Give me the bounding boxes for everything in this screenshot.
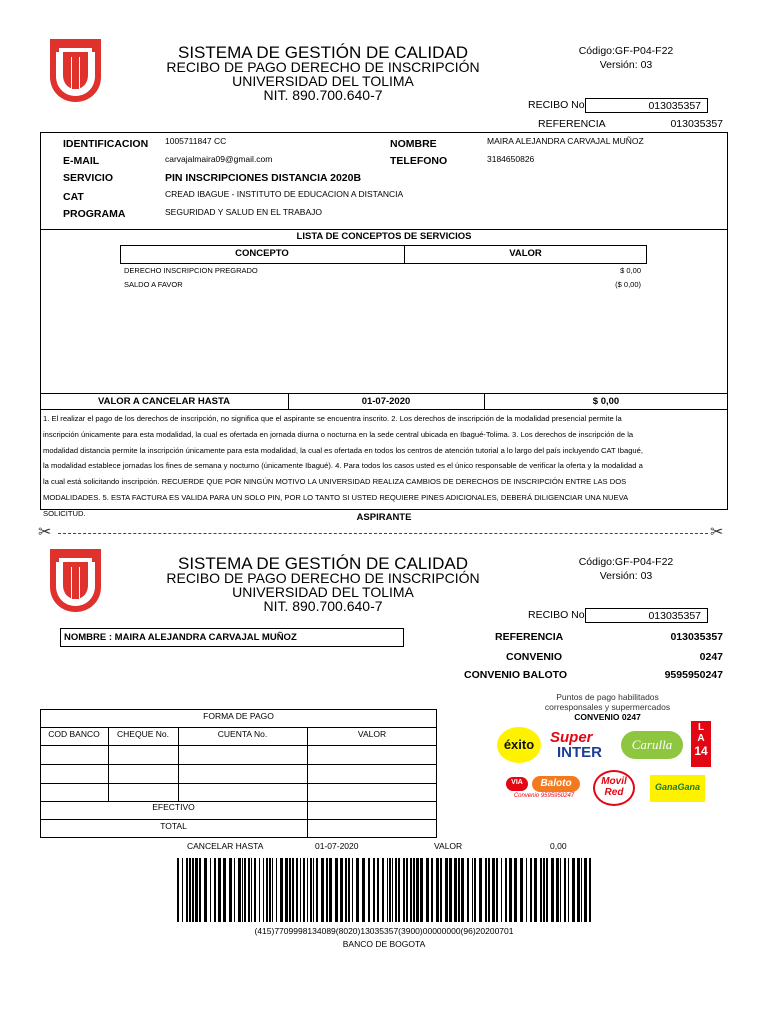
barcode-bar	[316, 858, 318, 922]
barcode-bar	[564, 858, 566, 922]
terms-line: 1. El realizar el pago de los derechos de inscripción, no significa que el aspirante se encuentra inscrito. 2. Los derechos de inscripción de la modalidad presencial permite la	[43, 414, 622, 423]
lower-referencia-value: 013035357	[670, 631, 723, 643]
receipt-title: RECIBO DE PAGO DERECHO DE INSCRIPCIÓN	[166, 59, 480, 75]
barcode-bar	[440, 858, 442, 922]
payment-points-note	[495, 692, 720, 722]
barcode-bar	[229, 858, 232, 922]
barcode-bar	[403, 858, 405, 922]
barcode-bar	[392, 858, 393, 922]
barcode-bar	[540, 858, 542, 922]
barcode-bar	[186, 858, 188, 922]
baloto-note: Convenio 9595950247	[513, 793, 575, 799]
barcode-bar	[259, 858, 260, 922]
value-col-header: VALOR	[509, 248, 542, 259]
barcode-bar	[496, 858, 498, 922]
barcode-bar	[289, 858, 291, 922]
payment-points-convenio: CONVENIO 0247	[574, 712, 641, 722]
concept-row-2: SALDO A FAVOR	[124, 280, 183, 289]
barcode-bar	[280, 858, 283, 922]
barcode-bar	[223, 858, 226, 922]
efectivo-label: EFECTIVO	[152, 802, 195, 812]
col-cuenta: CUENTA No.	[217, 729, 268, 739]
barcode-bar	[214, 858, 216, 922]
total-amount: $ 0,00	[592, 396, 620, 407]
payment-form-title: FORMA DE PAGO	[203, 711, 274, 721]
convenio-value: 0247	[699, 651, 723, 663]
barcode-bar	[543, 858, 545, 922]
barcode-bar	[382, 858, 384, 922]
barcode-bar	[454, 858, 457, 922]
barcode-bar	[276, 858, 277, 922]
barcode-bar	[307, 858, 308, 922]
terms-box	[40, 409, 728, 518]
bank-name: BANCO DE BOGOTA	[342, 939, 426, 949]
barcode-bar	[182, 858, 183, 922]
total-payment-label: TOTAL	[160, 821, 187, 831]
barcode-bar	[581, 858, 582, 922]
barcode-bar	[488, 858, 490, 922]
barcode-bar	[492, 858, 495, 922]
cat-value: CREAD IBAGUE - INSTITUTO DE EDUCACION A DISTANCIA	[165, 189, 404, 199]
terms-line: inscripción únicamente para esta modalidad, la cual es ofertada en jornada diurna o nocturna en la sede central ubicada en Ibagué-Tolima. 3. Los derechos de inscripción de la	[43, 429, 634, 439]
system-title: SISTEMA DE GESTIÓN DE CALIDAD	[177, 554, 468, 573]
baloto-label: CONVENIO BALOTO	[464, 669, 568, 681]
barcode-bar	[195, 858, 198, 922]
barcode-bar	[584, 858, 587, 922]
barcode-bar	[556, 858, 559, 922]
barcode-bar	[272, 858, 273, 922]
barcode-bar	[458, 858, 460, 922]
service-value: PIN INSCRIPCIONES DISTANCIA 2020B	[165, 172, 362, 184]
barcode-bar	[321, 858, 324, 922]
barcode-bar	[410, 858, 412, 922]
document-version: Versión: 03	[599, 59, 653, 71]
total-date: 01-07-2020	[361, 396, 411, 407]
name-box	[60, 628, 404, 647]
barcode-bar	[356, 858, 359, 922]
barcode-bar	[509, 858, 512, 922]
barcode-bar	[546, 858, 548, 922]
scissors-icon: ✂	[38, 524, 52, 541]
concept-value-1: $ 0,00	[620, 266, 641, 275]
university-name: UNIVERSIDAD DEL TOLIMA	[232, 584, 414, 600]
baloto-value: 9595950247	[664, 669, 723, 681]
baloto-logo: Baloto	[532, 776, 580, 792]
referencia-label: REFERENCIA	[538, 118, 606, 130]
movilred-logo: Movil Red	[593, 770, 635, 806]
barcode-bar	[329, 858, 332, 922]
cancelar-label: CANCELAR HASTA	[187, 841, 264, 851]
la14-logo: L A 14	[691, 721, 711, 767]
barcode-bar	[310, 858, 312, 922]
receipt-title: RECIBO DE PAGO DERECHO DE INSCRIPCIÓN	[166, 570, 480, 586]
barcode-bar	[461, 858, 464, 922]
barcode-bar	[398, 858, 400, 922]
barcode-bar	[560, 858, 561, 922]
phone-value: 3184650826	[487, 154, 535, 164]
barcode-bar	[335, 858, 338, 922]
name-label: NOMBRE	[390, 138, 437, 150]
barcode-bar	[242, 858, 243, 922]
university-nit: NIT. 890.700.640-7	[263, 87, 383, 103]
barcode-bar	[234, 858, 235, 922]
barcode-bar	[572, 858, 575, 922]
barcode-bar	[420, 858, 423, 922]
payment-points-line: corresponsales y supermercados	[544, 702, 671, 712]
carulla-logo: Carulla	[621, 731, 683, 759]
barcode-bar	[269, 858, 271, 922]
lower-name: NOMBRE : MAIRA ALEJANDRA CARVAJAL MUÑOZ	[64, 632, 297, 643]
barcode-bar	[436, 858, 439, 922]
barcode-bar	[348, 858, 350, 922]
terms-text	[43, 411, 727, 522]
barcode-bar	[577, 858, 580, 922]
barcode-bar	[300, 858, 301, 922]
phone-label: TELEFONO	[390, 155, 448, 167]
barcode-bar	[413, 858, 415, 922]
recibo-box	[585, 98, 708, 113]
barcode-bar	[377, 858, 379, 922]
email-label: E-MAIL	[63, 155, 100, 167]
super-inter-logo: Super INTER	[550, 729, 602, 761]
name-value: MAIRA ALEJANDRA CARVAJAL MUÑOZ	[487, 136, 644, 146]
cat-label: CAT	[63, 191, 84, 203]
barcode-bar	[326, 858, 328, 922]
barcode-bar	[426, 858, 429, 922]
recibo-value: 013035357	[648, 610, 701, 622]
university-name: UNIVERSIDAD DEL TOLIMA	[232, 73, 414, 89]
barcode-bar	[189, 858, 191, 922]
col-valor: VALOR	[357, 729, 387, 739]
barcode-bar	[505, 858, 507, 922]
barcode-bar	[192, 858, 194, 922]
email-value: carvajalmaira09@gmail.com	[165, 154, 273, 164]
barcode-bar	[373, 858, 375, 922]
document-version: Versión: 03	[599, 570, 653, 582]
valor-amount: 0,00	[550, 841, 567, 851]
barcode-bar	[210, 858, 211, 922]
barcode-bar	[218, 858, 221, 922]
program-label: PROGRAMA	[63, 208, 126, 220]
barcode-bar	[445, 858, 448, 922]
concepts-title: LISTA DE CONCEPTOS DE SERVICIOS	[296, 231, 472, 242]
total-label: VALOR A CANCELAR HASTA	[98, 396, 230, 407]
barcode	[177, 858, 591, 922]
university-logo	[50, 549, 101, 612]
barcode-bar	[266, 858, 268, 922]
barcode-bar	[292, 858, 294, 922]
barcode-bar	[204, 858, 207, 922]
terms-line: la cual está solicitando inscripción. RECUERDE QUE POR NINGÚN MOTIVO LA UNIVERSIDAD REALIZA CAMBIOS DE DERECHOS DE INSCRIPCIÓN ENTRE LAS DOS	[43, 477, 627, 487]
recibo-label: RECIBO No	[528, 609, 585, 621]
document-code: Código:GF-P04-F22	[578, 556, 674, 568]
barcode-bar	[244, 858, 246, 922]
barcode-bar	[501, 858, 502, 922]
document-code: Código:GF-P04-F22	[578, 45, 674, 57]
barcode-bar	[296, 858, 298, 922]
barcode-bar	[406, 858, 408, 922]
barcode-bar	[248, 858, 250, 922]
barcode-bar	[313, 858, 314, 922]
barcode-bar	[285, 858, 288, 922]
via-logo: VIA	[506, 777, 528, 791]
barcode-bar	[520, 858, 523, 922]
system-title: SISTEMA DE GESTIÓN DE CALIDAD	[177, 43, 468, 62]
concept-col-header: CONCEPTO	[235, 248, 289, 259]
barcode-bar	[526, 858, 527, 922]
barcode-bar	[485, 858, 487, 922]
id-value: 1005711847 CC	[165, 136, 227, 146]
barcode-bar	[387, 858, 388, 922]
convenio-label: CONVENIO	[506, 651, 563, 663]
barcode-bar	[199, 858, 201, 922]
recibo-label: RECIBO No	[528, 99, 585, 111]
ganagana-logo: GanaGana	[650, 775, 705, 802]
cut-line	[58, 533, 708, 534]
barcode-bar	[395, 858, 397, 922]
terms-line: modalidad distancia permite la inscripción únicamente para esta modalidad, la cual es ofertada en todos los centros de atención tutorial a lo largo del país incluyendo CAT Ibagué,	[43, 445, 643, 455]
university-logo	[50, 39, 101, 102]
cancelar-date: 01-07-2020	[315, 841, 359, 851]
barcode-bar	[479, 858, 482, 922]
terms-line: SOLICITUD.	[43, 508, 86, 518]
recibo-value: 013035357	[648, 100, 701, 112]
barcode-bar	[534, 858, 537, 922]
barcode-bar	[238, 858, 241, 922]
payment-points-line: Puntos de pago habilitados	[556, 692, 659, 702]
barcode-bar	[472, 858, 473, 922]
lower-referencia-label: REFERENCIA	[495, 631, 564, 643]
barcode-bar	[303, 858, 305, 922]
barcode-bar	[568, 858, 569, 922]
barcode-bar	[467, 858, 469, 922]
id-label: IDENTIFICACION	[63, 138, 149, 150]
concept-value-2: ($ 0,00)	[615, 280, 641, 289]
barcode-bar	[352, 858, 353, 922]
barcode-bar	[345, 858, 347, 922]
barcode-bar	[362, 858, 365, 922]
barcode-bar	[431, 858, 433, 922]
barcode-bar	[340, 858, 343, 922]
barcode-bar	[551, 858, 554, 922]
barcode-bar	[368, 858, 370, 922]
col-cod-banco: COD BANCO	[48, 729, 100, 739]
barcode-bar	[514, 858, 517, 922]
barcode-bar	[389, 858, 391, 922]
barcode-bar	[416, 858, 419, 922]
barcode-bar	[589, 858, 591, 922]
concept-row-1: DERECHO INSCRIPCION PREGRADO	[124, 266, 258, 275]
barcode-bar	[254, 858, 256, 922]
barcode-bar	[177, 858, 179, 922]
recibo-box	[585, 608, 708, 623]
terms-line: MODALIDADES. 5. ESTA FACTURA ES VALIDA PARA UN SOLO PIN, POR LO TANTO SI USTED REQUIERE PINES ADICIONALES, DEBERÁ DILIGENCIAR UNA NUEVA	[43, 492, 629, 502]
col-cheque: CHEQUE No.	[117, 729, 169, 739]
program-value: SEGURIDAD Y SALUD EN EL TRABAJO	[165, 207, 322, 217]
barcode-bar	[449, 858, 452, 922]
barcode-text: (415)7709998134089(8020)13035357(3900)00000000(96)20200701	[254, 926, 514, 936]
valor-label: VALOR	[434, 841, 463, 851]
barcode-bar	[530, 858, 532, 922]
barcode-bar	[474, 858, 476, 922]
exito-logo: éxito	[497, 727, 541, 763]
barcode-bar	[251, 858, 252, 922]
terms-line: la modalidad establece jornadas los fines de semana y nocturno (únicamente Ibagué). 4. Para todos los casos usted es el único responsable de verificar la oferta y la modalidad a	[43, 461, 643, 471]
university-nit: NIT. 890.700.640-7	[263, 598, 383, 614]
referencia-value: 013035357	[670, 118, 723, 130]
service-label: SERVICIO	[63, 172, 113, 184]
copy-label: ASPIRANTE	[356, 512, 412, 523]
barcode-bar	[263, 858, 264, 922]
scissors-icon: ✂	[710, 524, 724, 541]
